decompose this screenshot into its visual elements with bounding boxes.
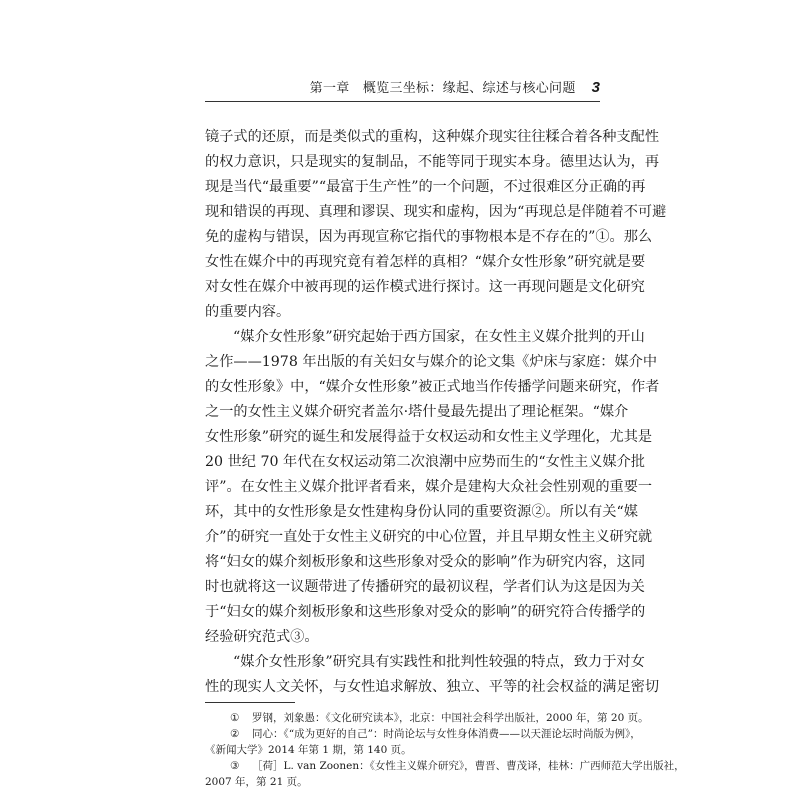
body-line: 现和错误的再现、真理和谬误、现实和虚构，因为“再现总是伴随着不可避 [205, 204, 667, 220]
body-line: 女性在媒介中的再现究竟有着怎样的真相？“媒介女性形象”研究就是要 [205, 254, 646, 270]
body-line: 经验研究范式③。 [205, 629, 319, 645]
body-line: “媒介女性形象”研究起始于西方国家，在女性主义媒介批判的开山 [233, 329, 645, 345]
body-line: 之作——1978 年出版的有关妇女与媒介的论文集《炉床与家庭：媒介中 [205, 354, 658, 370]
footnote-mark: ② [230, 728, 240, 740]
header-divider [205, 101, 600, 102]
body-line: 镜子式的还原，而是类似式的重构，这种媒介现实往往糅合着各种支配性 [205, 129, 660, 145]
running-header [205, 78, 600, 99]
body-line: “媒介女性形象”研究具有实践性和批判性较强的特点，致力于对女 [233, 654, 645, 670]
body-line: 介”的研究一直处于女性主义研究的中心位置，并且早期女性主义研究就 [205, 529, 653, 545]
body-line: 的重要内容。 [205, 304, 291, 320]
footnote-3 [230, 758, 685, 774]
footnote-2-continued [205, 742, 412, 758]
body-line: 现是当代“最重要”“最富于生产性”的一个问题，不过很难区分正确的再 [205, 179, 646, 195]
body-line: 时也就将这一议题带进了传播研究的最初议程，学者们认为这是因为关 [205, 579, 645, 595]
body-line: 的女性形象》中，“媒介女性形象”被正式地当作传播学问题来研究，作者 [205, 379, 660, 395]
footnote-mark: ③ [230, 760, 240, 772]
body-line: 之一的女性主义媒介研究者盖尔·塔什曼最先提出了理论框架。“媒介 [205, 404, 629, 420]
chapter-title: 第一章 概览三坐标：缘起、综述与核心问题 [309, 81, 576, 96]
footnote-divider [205, 702, 295, 703]
page-number: 3 [591, 79, 600, 96]
body-line: 对女性在媒介中被再现的运作模式进行探讨。这一再现问题是文化研究 [205, 279, 645, 295]
footnote-3-continued [205, 774, 308, 790]
footnote-text: 罗钢，刘象愚：《文化研究读本》，北京：中国社会科学出版社，2000 年，第 20 页。 [252, 712, 649, 724]
body-line: 女性形象”研究的诞生和发展得益于女权运动和女性主义学理化，尤其是 [205, 429, 653, 445]
footnote-text: 2007 年，第 21 页。 [205, 776, 308, 788]
footnote-1 [230, 710, 649, 726]
footnote-text: 《新闻大学》2014 年第 1 期，第 140 页。 [205, 744, 412, 756]
body-line: 将“妇女的媒介刻板形象和这些形象对受众的影响”作为研究内容，这同 [205, 554, 646, 570]
body-line: 的权力意识，只是现实的复制品，不能等同于现实本身。德里达认为，再 [205, 154, 660, 170]
body-line: 免的虚构与错误，因为再现宣称它指代的事物根本是不存在的”①。那么 [205, 229, 653, 245]
body-line: 20 世纪 70 年代在女权运动第二次浪潮中应势而生的“女性主义媒介批 [205, 454, 645, 470]
body-line: 环，其中的女性形象是女性建构身份认同的重要资源②。所以有关“媒 [205, 504, 638, 520]
body-line: 性的现实人文关怀，与女性追求解放、独立、平等的社会权益的满足密切 [205, 679, 660, 695]
footnote-2 [230, 726, 641, 742]
footnote-text: 同心：《“成为更好的自己”：时尚论坛与女性身体消费——以天涯论坛时尚版为例》， [252, 728, 641, 740]
body-line: 于“妇女的媒介刻板形象和这些形象对受众的影响”的研究符合传播学的 [205, 604, 646, 620]
footnote-text: ［荷］L. van Zoonen：《女性主义媒介研究》，曹晋、曹茂译，桂林：广西师范大学出版社， [252, 760, 685, 772]
body-line: 评”。在女性主义媒介批评者看来，媒介是建构大众社会性别观的重要一 [205, 479, 653, 495]
footnote-mark: ① [230, 712, 240, 724]
